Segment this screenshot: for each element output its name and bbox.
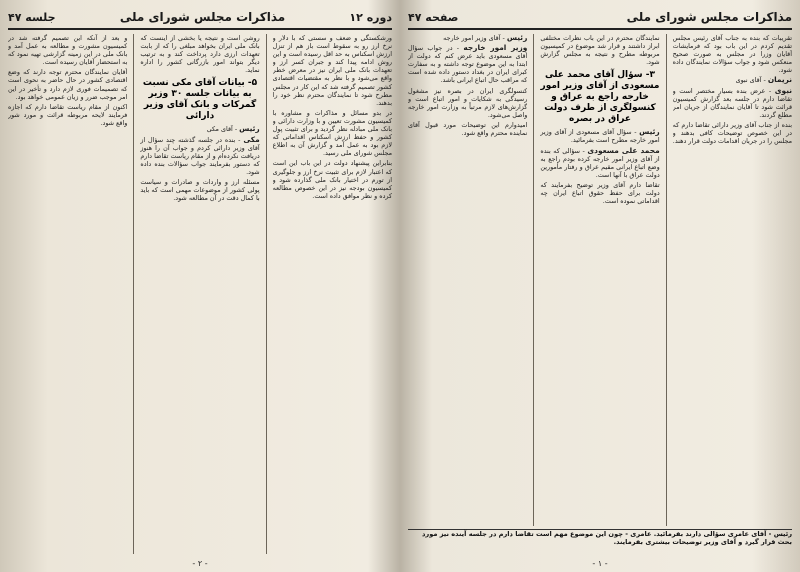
text-column [673,34,792,526]
right-page-bottom-text: رئیس - آقای عامری سؤالی دارند بفرمائید. عامری - چون این موضوع مهم است تقاضا دارم در جلسه آینده نیز مورد بحث قرار گیرد و آقای وزیر توضیحات بیشتری بفرمایند. [408,529,792,556]
column-divider [666,34,667,526]
speaker-name: رئیس [239,124,260,134]
text-column [140,34,259,554]
speaker-text: سؤالی که بنده از آقای وزیر امور خارجه کرده بودم راجع به وضع اتباع ایرانی مقیم عراق و رفتار مأمورین دولت عراق با آنها است. [540,146,660,179]
text-column [8,34,127,554]
section-heading: ۳- سؤال آقای محمد علی مسعودی از آقای وزیر امور خارجه راجع به عراق و کنسولگری از طرف دولت عراق در بصره [540,70,660,125]
speaker-paragraph: وزیر امور خارجه - در جواب سؤال آقای مسعودی باید عرض کنم که دولت از ابتدا به این موضوع توجه داشته و به سفارت کبرای ایران در بغداد دستور داده شده است که مراقب حال اتباع ایرانی باشد. [408,43,528,85]
section-heading: ۵- بیانات آقای مکی نسبت به بیانات جلسه ۳۰ وزیر گمرکات و بانک آقای وزیر دارائی [142,78,258,122]
right-page-header [408,6,792,30]
right-page [400,0,800,572]
paragraph: در بدو مسائل و مذاکرات و مشاوره با کمیسیون مشورت تعیین و با وزارت دارائی و بانک ملی مبادله نظر گردید و برای تثبیت پول کشور و حفظ ارزش اسکناس اقداماتی که لازم بود به عمل آمد و گزارش آن به اطلاع مجلس شورای ملی رسید. [272,108,392,158]
paragraph: روشن است و نتیجه یا بخشی از اینست که بانک ملی ایران بخواهد مبلغی را که از بابت تعهدات ارزی دارد پرداخت کند و به ترتیب دیگر بتواند امور بازرگانی کشور را اداره نماید. [140,34,260,75]
speaker-name: محمد علی مسعودی [587,145,660,155]
speaker-name: مکی [243,134,260,144]
speaker-text: بنده در جلسه گذشته چند سؤال از آقای وزیر دارائی کردم و جواب آن را هنوز دریافت نکرده‌ام و از مقام ریاست تقاضا دارم که دستور بفرمایند جواب سؤالات بنده داده شود. [140,135,260,176]
paragraph: آقایان نمایندگان محترم توجه دارند که وضع اقتصادی کشور در حال حاضر به نحوی است که تصمیمات فوری لازم دارد و تأخیر در این امر موجب ضرر و زیان عمومی خواهد بود. [8,68,128,101]
speaker-paragraph: رئیس - آقای مکی [206,124,260,134]
paragraph: کنسولگری ایران در بصره نیز مشغول رسیدگی به شکایات و امور اتباع است و گزارش‌های لازم مرتباً به وزارت امور خارجه واصل می‌شود. [408,86,528,119]
paragraph: تقاضا دارم آقای وزیر توضیح بفرمایند که دولت برای حفظ حقوق اتباع ایران چه اقداماتی نموده است. [540,180,660,206]
column-divider [533,34,534,526]
text-column [540,34,659,526]
speaker-paragraph: رئیس - سؤال آقای مسعودی از آقای وزیر امور خارجه مطرح است بفرمائید. [540,127,660,145]
paragraph: امیدوارم این توضیحات مورد قبول آقای نماینده محترم واقع شود. [408,120,528,138]
speaker-name: نریمان [767,75,792,85]
speaker-text: آقای مکی [206,125,233,134]
text-column [408,34,527,526]
right-page-number: - ۱ - [592,559,608,568]
paragraph: تقریبات که بنده به جناب آقای رئیس مجلس تقدیم کردم در این باب بود که فرمایشات آقایان وزرا در مجلس به صورت صحیح منعکس شود و جواب سؤالات نمایندگان داده شود. [672,34,792,75]
left-header-title: مذاکرات مجلس شورای ملی [119,10,286,24]
left-header-right: دوره ۱۲ [349,10,392,24]
paragraph: و بعد از آنکه این تصمیم گرفته شد در کمیسیون مشورت و مطالعه به عمل آمد و بانک ملی در این زمینه گزارشی تهیه نمود که به استحضار آقایان رسیده است. [8,34,128,67]
paragraph: مسئله ارز و واردات و صادرات و سیاست پولی کشور از موضوعات مهمی است که باید با کمال دقت در آن مطالعه شود. [140,178,260,203]
left-page-columns [8,34,392,554]
speaker-name: رئیس [506,34,528,42]
column-divider [266,34,267,554]
speaker-paragraph: نبوی - عرض بنده بسیار مختصر است و تقاضا دارم در جلسه بعد گزارش کمیسیون قرائت شود تا آقایان نمایندگان از جریان امر مطلع گردند. [672,85,792,119]
speaker-text: عرض بنده بسیار مختصر است و تقاضا دارم در جلسه بعد گزارش کمیسیون قرائت شود تا آقایان نمایندگان از جریان امر مطلع گردند. [672,86,792,119]
speaker-name: نبوی [774,85,792,95]
paragraph: اکنون از مقام ریاست تقاضا دارم که اجازه فرمایند لایحه مربوطه قرائت و مورد شور واقع شود. [8,102,128,127]
speaker-text: سؤال آقای مسعودی از آقای وزیر امور خارجه مطرح است بفرمائید. [540,128,660,145]
speaker-paragraph: رئیس - آقای وزیر امور خارجه [443,34,528,42]
speaker-name: وزیر امور خارجه [463,43,528,53]
paragraph: نمایندگان محترم در این باب نظرات مختلفی ابراز داشتند و قرار شد موضوع در کمیسیون مربوطه مطرح و نتیجه به مجلس گزارش شود. [540,34,660,67]
left-page-number: - ۲ - [192,559,208,568]
speaker-paragraph: محمد علی مسعودی - سؤالی که بنده از آقای وزیر امور خارجه کرده بودم راجع به وضع اتباع ایرانی مقیم عراق و رفتار مأمورین دولت عراق با آنها است. [540,145,660,179]
speaker-text: در جواب سؤال آقای مسعودی باید عرض کنم که دولت از ابتدا به این موضوع توجه داشته و به سفارت کبرای ایران در بغداد دستور داده شده است که مراقب حال اتباع ایرانی باشد. [408,44,528,85]
right-header-title: مذاکرات مجلس شورای ملی [626,10,792,24]
paragraph: بنده از جناب آقای وزیر دارائی تقاضا دارم که در این خصوص توضیحات کافی بدهند و مجلس را در جریان اقدامات دولت قرار دهند. [672,120,792,146]
left-page-header [8,6,392,30]
paragraph: ورشکستگی و ضعف و سستی که با دلار و نرخ ارز رو به سقوط است باز هم از تنزل ارزش اسکناس به حد اقل رسیده است و این روش ادامه پیدا کند و جبران کسر ارز و تعهدات بانک ملی ایران نیز در معرض خطر واقع می‌شود و با نظر به مقتضیات اقتصادی کشور تصمیم گرفته شد که این کار در مجلس مطرح شود تا نمایندگان محترم نظر خود را بدهند. [272,34,392,107]
speaker-paragraph: مکی - بنده در جلسه گذشته چند سؤال از آقای وزیر دارائی کردم و جواب آن را هنوز دریافت نکرده‌ام و از مقام ریاست تقاضا دارم که دستور بفرمایند جواب سؤالات بنده داده شود. [140,134,260,176]
paragraph: بنابراین پیشنهاد دولت در این باب این است که اعتبار لازم برای تثبیت نرخ ارز و جلوگیری از تورم در اختیار بانک ملی گذارده شود و کمیسیون بودجه نیز در این خصوص مطالعه کرده و نظر موافق داده است. [272,159,392,200]
right-header-page: صفحه ۴۷ [408,10,459,24]
speaker-name: رئیس [639,127,660,137]
speaker-text: آقای نبوی [735,76,762,85]
speaker-paragraph: نریمان - آقای نبوی [735,75,792,85]
column-divider [133,34,134,554]
left-header-left: جلسه ۴۷ [8,10,56,24]
text-column [273,34,392,554]
speaker-text: آقای وزیر امور خارجه [443,34,501,42]
right-page-columns [408,34,792,526]
